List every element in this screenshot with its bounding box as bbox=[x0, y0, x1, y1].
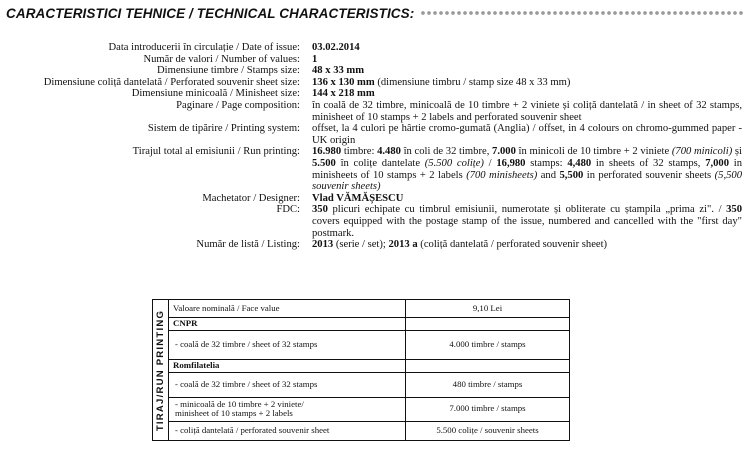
fdc-text: covers equipped with the postage stamp of the issue, numbered and cancelled with the "first day" postmark. bbox=[312, 215, 742, 239]
spec-label: Machetator / Designer: bbox=[202, 192, 300, 204]
spec-value-bold: 136 x 130 mm bbox=[312, 76, 375, 88]
spec-row-minisheet-size bbox=[0, 88, 750, 100]
spec-row-values bbox=[0, 54, 750, 66]
table-row bbox=[169, 359, 569, 372]
spec-value: 48 x 33 mm bbox=[312, 65, 365, 77]
table-row bbox=[169, 300, 569, 317]
table-cell: - coală de 32 timbre / sheet of 32 stamps bbox=[169, 372, 406, 397]
spec-label: Data introducerii în circulație / Date of issue: bbox=[108, 42, 300, 53]
side-label-text: TIRAJ/RUN PRINTING bbox=[155, 309, 166, 431]
spec-label: Număr de listă / Listing: bbox=[196, 239, 300, 251]
cell-line: - minicoală de 10 timbre + 2 viniete/ bbox=[175, 398, 304, 409]
table-cell: - coliță dantelată / perforated souvenir sheet bbox=[169, 421, 406, 440]
listing-text: (serie / set); bbox=[333, 239, 389, 251]
run-text: și bbox=[732, 146, 742, 158]
fdc-text: 350 bbox=[312, 204, 328, 216]
run-text: in minisheets of 10 stamps + 2 labels bbox=[312, 157, 743, 181]
page-title: CARACTERISTICI TEHNICE / TECHNICAL CHARACTERISTICS: bbox=[6, 5, 415, 21]
spec-row-sheet-size bbox=[0, 77, 750, 89]
spec-value: 03.02.2014 bbox=[312, 42, 360, 53]
spec-value: 144 x 218 mm bbox=[312, 88, 375, 100]
listing-text: (coliță dantelată / perforated souvenir sheet) bbox=[417, 239, 608, 251]
table-group-header: Romfilatelia bbox=[169, 359, 406, 372]
table-cell: Valoare nominală / Face value bbox=[169, 300, 406, 317]
spec-label: Număr de valori / Number of values: bbox=[143, 53, 300, 65]
spec-row-stamp-size bbox=[0, 65, 750, 77]
fdc-text: 350 bbox=[726, 204, 742, 216]
spec-label: FDC: bbox=[276, 204, 300, 216]
table-cell: 9,10 Lei bbox=[406, 300, 570, 317]
spec-value bbox=[312, 204, 742, 239]
table-group-header: CNPR bbox=[169, 317, 406, 330]
run-text: / bbox=[483, 157, 497, 169]
spec-label: Dimensiune coliță dantelată / Perforated souvenir sheet size: bbox=[43, 76, 300, 88]
spec-value bbox=[312, 239, 742, 251]
run-text: 7.000 bbox=[492, 146, 516, 158]
run-text: 16,980 bbox=[496, 157, 526, 169]
cell-line: minisheet of 10 stamps + 2 labels bbox=[175, 408, 293, 418]
spec-row-issue-date bbox=[0, 42, 750, 54]
dotted-divider bbox=[420, 9, 744, 17]
spec-row-composition bbox=[0, 100, 750, 123]
run-text: (700 minisheets) bbox=[466, 169, 538, 181]
table-row bbox=[169, 421, 569, 440]
table-cell: 7.000 timbre / stamps bbox=[406, 397, 570, 421]
run-text: în colițe dantelate bbox=[335, 157, 425, 169]
spec-value bbox=[312, 77, 742, 89]
run-text: stamps: bbox=[525, 157, 568, 169]
run-text: and bbox=[537, 169, 560, 181]
spec-row-listing bbox=[0, 239, 750, 251]
table-side-label bbox=[153, 300, 169, 440]
run-text: 4,480 bbox=[567, 157, 592, 169]
spec-label: Tirajul total al emisiunii / Run printing: bbox=[132, 146, 300, 158]
table-cell bbox=[169, 397, 406, 421]
spec-row-run bbox=[0, 146, 750, 192]
specs-list bbox=[0, 42, 750, 251]
run-text: în coli de 32 timbre, bbox=[400, 146, 493, 158]
run-text: (5.500 colițe) bbox=[424, 157, 484, 169]
run-text: in sheets of 32 stamps, bbox=[591, 157, 706, 169]
run-text: în minicoli de 10 timbre + 2 viniete bbox=[515, 146, 672, 158]
spec-label: Sistem de tipărire / Printing system: bbox=[147, 123, 300, 135]
listing-text: 2013 bbox=[312, 239, 334, 251]
spec-label: Dimensiune timbre / Stamps size: bbox=[157, 65, 300, 77]
spec-value bbox=[312, 146, 742, 192]
run-text: (700 minicoli) bbox=[671, 146, 733, 158]
table-cell bbox=[406, 359, 570, 372]
title-bar bbox=[6, 4, 744, 22]
run-text: 4.480 bbox=[377, 146, 401, 158]
table-row bbox=[169, 317, 569, 330]
table-cell: 5.500 colițe / souvenir sheets bbox=[406, 421, 570, 440]
run-text: 7,000 bbox=[705, 157, 730, 169]
run-printing-table bbox=[152, 299, 570, 441]
table-cell: 480 timbre / stamps bbox=[406, 372, 570, 397]
table-cell bbox=[406, 317, 570, 330]
run-text: timbre: bbox=[341, 146, 378, 158]
spec-value-text: (dimensiune timbru / stamp size 48 x 33 mm) bbox=[374, 76, 571, 88]
table-row bbox=[169, 330, 569, 359]
spec-row-designer bbox=[0, 193, 750, 205]
table-row bbox=[169, 372, 569, 397]
spec-row-printing bbox=[0, 123, 750, 146]
run-text: (5,500 souvenir sheets) bbox=[312, 169, 742, 193]
spec-value: în coală de 32 timbre, minicoală de 10 timbre + 2 viniete și coliță dantelată / in sheet of 32 stamps, minisheet of 10 stamps + 2 labels and perforated souvenir sheet bbox=[312, 99, 742, 123]
spec-value: 1 bbox=[312, 53, 318, 65]
run-text: 16.980 bbox=[312, 146, 342, 158]
spec-label: Paginare / Page composition: bbox=[176, 99, 300, 111]
table-cell: - coală de 32 timbre / sheet of 32 stamps bbox=[169, 330, 406, 359]
run-text: 5,500 bbox=[559, 169, 584, 181]
spec-label: Dimensiune minicoală / Minisheet size: bbox=[131, 88, 300, 100]
spec-row-fdc bbox=[0, 204, 750, 239]
listing-text: 2013 a bbox=[388, 239, 418, 251]
spec-value: offset, la 4 culori pe hârtie cromo-gumată (Anglia) / offset, in 4 colours on chromo-gummed paper - UK origin bbox=[312, 123, 742, 146]
table-cell: 4.000 timbre / stamps bbox=[406, 330, 570, 359]
run-text: in perforated souvenir sheets bbox=[583, 169, 715, 181]
fdc-text: plicuri echipate cu timbrul emisiunii, numerotate și obliterate cu ștampila „prima zi". / bbox=[327, 204, 727, 216]
run-table bbox=[169, 300, 569, 440]
spec-value: Vlad VĂMĂȘESCU bbox=[312, 192, 404, 204]
run-text: 5.500 bbox=[312, 157, 336, 169]
table-row bbox=[169, 397, 569, 421]
